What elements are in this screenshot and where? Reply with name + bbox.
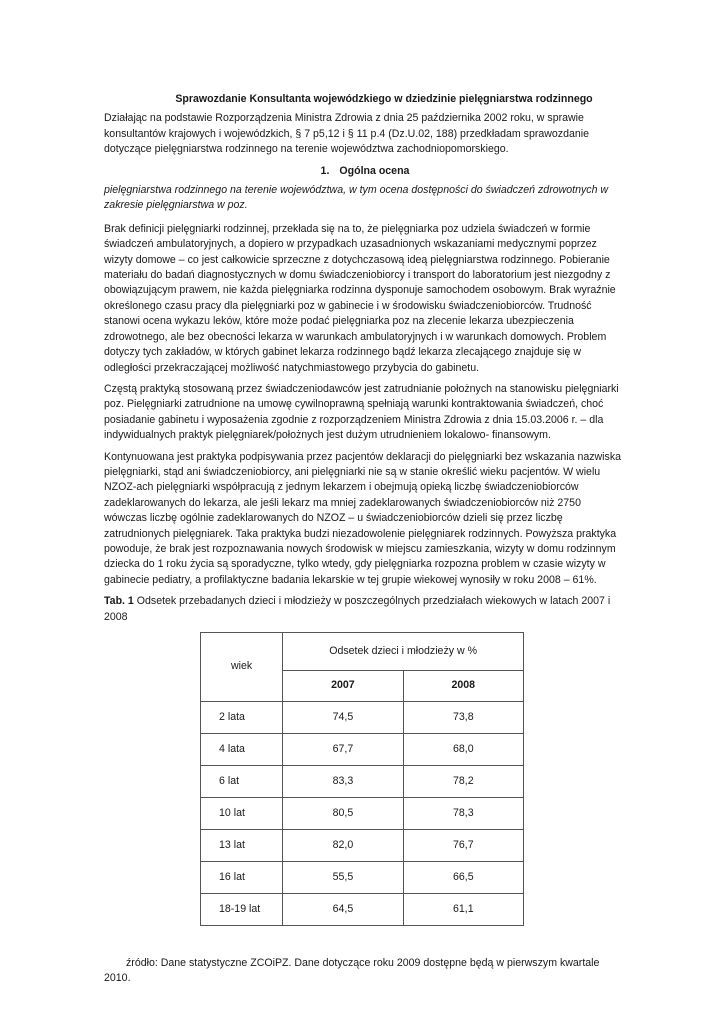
year-header-2007: 2007 — [283, 670, 403, 701]
section-lead: pielęgniarstwa rodzinnego na terenie województwa, w tym ocena dostępności do świadczeń zdrowotnych w zakresie pielęgniarstwa w poz. — [104, 184, 609, 212]
value-2008-cell: 68,0 — [403, 734, 523, 766]
table-row — [201, 798, 524, 830]
value-2008-cell: 78,2 — [403, 766, 523, 798]
table-row — [201, 894, 524, 926]
source-note: źródło: Dane statystyczne ZCOiPZ. Dane dotyczące roku 2009 dostępne będą w pierwszym kwartale 2010. — [104, 957, 600, 985]
group-column-header: Odsetek dzieci i młodzieży w % — [283, 633, 524, 671]
table-row — [201, 862, 524, 894]
body-paragraph-3: Kontynuowana jest praktyka podpisywania przez pacjentów deklaracji do pielęgniarki bez wskazania nazwiska pielęgniarki, stąd ani świadczeniobiorcy, ani pielęgniarki nie są w stanie określić wieku pacjentów. W wielu NZOZ-ach pielęgniarki współpracują z jednym lekarzem i obejmują opieką liczbę świadczeniobiorców zadeklarowanych do lekarza, ale jeśli lekarz ma mniej zadeklarowanych świadczeniobiorców niż 2750 wówczas liczbę ogólnie zadeklarowanych do NZOZ – u świadczeniobiorców dzieli się przez liczbę zatrudnionych pielęgniarek. Taka praktyka budzi niezadowolenie pielęgniarek rodzinnych. Powyższa praktyka powoduje, że brak jest rozpoznawania nowych środowisk w miejscu zamieszkania, wizyty w domu rodzinnym dziecka do 1 roku życia są sporadyczne, tylko wtedy, gdy pielęgniarka rozpozna problem w czasie wizyty w gabinecie pediatry, a profilaktyczne badania lekarskie w tej grupie wiekowej wynosiły w roku 2008 – 61%. — [104, 450, 622, 586]
age-cell: 13 lat — [201, 830, 283, 862]
value-2007-cell: 55,5 — [283, 862, 403, 894]
age-cell: 16 lat — [201, 862, 283, 894]
section-heading — [104, 164, 626, 179]
table-row — [201, 766, 524, 798]
age-column-header: wiek — [201, 633, 283, 702]
age-cell: 2 lata — [201, 702, 283, 734]
value-2007-cell: 82,0 — [283, 830, 403, 862]
age-cell: 10 lat — [201, 798, 283, 830]
value-2008-cell: 76,7 — [403, 830, 523, 862]
value-2008-cell: 66,5 — [403, 862, 523, 894]
value-2008-cell: 61,1 — [403, 894, 523, 926]
intro-paragraph: Działając na podstawie Rozporządzenia Ministra Zdrowia z dnia 25 października 2002 roku, w sprawie konsultantów krajowych i wojewódzkich, § 7 p5,12 i § 11 p.4 (Dz.U.02, 188) przedkładam sprawozdanie dotyczące pielęgniarstwa rodzinnego na terenie województwa zachodniopomorskiego. — [104, 112, 590, 156]
document-page — [104, 92, 626, 993]
section-title: Ogólna ocena — [339, 164, 410, 177]
value-2008-cell: 73,8 — [403, 702, 523, 734]
value-2007-cell: 80,5 — [283, 798, 403, 830]
table-row — [201, 830, 524, 862]
value-2008-cell: 78,3 — [403, 798, 523, 830]
body-paragraph-1: Brak definicji pielęgniarki rodzinnej, przekłada się na to, że pielęgniarka poz udziela świadczeń w formie świadczeń ambulatoryjnych, a dopiero w przypadkach uzasadnionych wskazaniami medycznymi poprzez wizyty domowe – co jest całkowicie sprzeczne z dotychczasową ideą pielęgniarstwa rodzinnego. Pobieranie materiału do badań diagnostycznych w domu świadczeniobiorcy i transport do laboratorium jest niezgodny z obowiązującym prawem, nie każda pielęgniarka rodzinna dysponuje samochodem osobowym. Brak wyraźnie określonego czasu pracy dla pielęgniarki poz w gabinecie i w środowisku świadczeniobiorców. Trudność stanowi ocena wykazu leków, które może podać pielęgniarka poz na zlecenie lekarza ubezpieczenia zdrowotnego, ale bez obecności lekarza w warunkach ambulatoryjnych i w warunkach domowych. Problem dotyczy tych zakładów, w których gabinet lekarza rodzinnego bądź lekarza zlecającego znajduje się w odległości przekraczającej możliwość natychmiastowego przybycia do gabinetu. — [104, 222, 616, 374]
table-row — [201, 734, 524, 766]
table-row — [201, 702, 524, 734]
age-cell: 18-19 lat — [201, 894, 283, 926]
value-2007-cell: 64,5 — [283, 894, 403, 926]
value-2007-cell: 83,3 — [283, 766, 403, 798]
section-number: 1. — [320, 164, 330, 177]
data-table — [200, 632, 524, 926]
table-caption — [104, 594, 626, 625]
value-2007-cell: 67,7 — [283, 734, 403, 766]
table-caption-text: Odsetek przebadanych dzieci i młodzieży w poszczególnych przedziałach wiekowych w latach 2007 i 2008 — [104, 595, 611, 623]
value-2007-cell: 74,5 — [283, 702, 403, 734]
table-caption-label: Tab. 1 — [104, 595, 134, 608]
year-header-2008: 2008 — [403, 670, 523, 701]
body-paragraph-2: Częstą praktyką stosowaną przez świadczeniodawców jest zatrudnianie położnych na stanowisku pielęgniarki poz. Pielęgniarki zatrudnione na umowę cywilnoprawną spełniają warunki kontraktowania świadczeń, choć posiadanie gabinetu i wyposażenia zgodnie z rozporządzeniem Ministra Zdrowia z dnia 15.03.2006 r. – dla indywidualnych praktyk pielęgniarek/położnych jest dużym utrudnieniem lokalowo- finansowym. — [104, 382, 619, 442]
document-title: Sprawozdanie Konsultanta wojewódzkiego w dziedzinie pielęgniarstwa rodzinnego — [175, 93, 593, 105]
age-cell: 4 lata — [201, 734, 283, 766]
age-cell: 6 lat — [201, 766, 283, 798]
